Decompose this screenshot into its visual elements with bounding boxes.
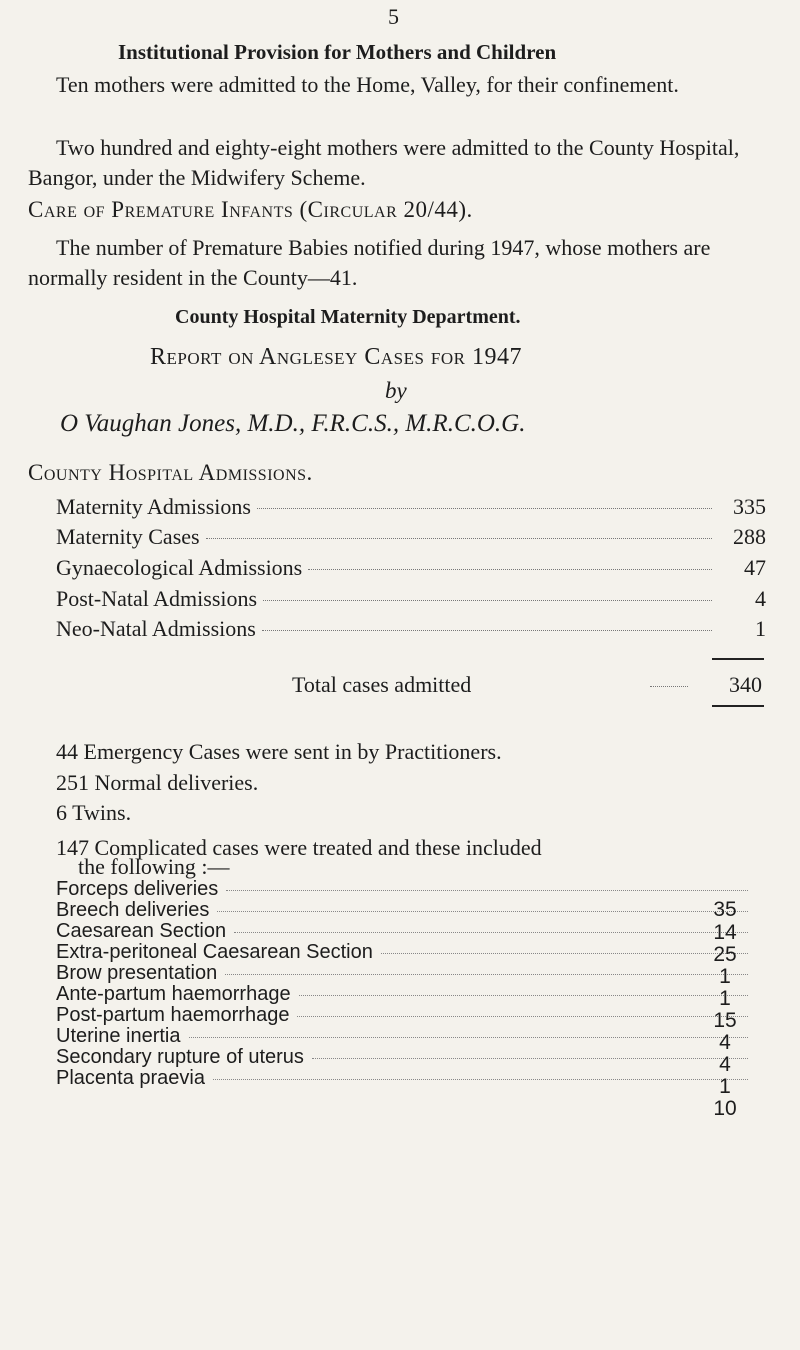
complication-label: Breech deliveries (56, 899, 210, 921)
section-heading-premature: Care of Premature Infants (Circular 20/44). (28, 197, 473, 222)
admission-label: Post-Natal Admissions (56, 586, 258, 611)
leader-dots (381, 953, 748, 954)
paragraph-premature-babies: The number of Premature Babies notified during 1947, whose mothers are normally resident in the County—41. (28, 235, 711, 290)
admission-value: 4 (755, 586, 766, 611)
complication-value: 14 (713, 921, 737, 944)
total-rule-top (712, 658, 764, 660)
complication-label: Extra-peritoneal Caesarean Section (56, 941, 373, 963)
complicated-cases-line-cont: the following :— (78, 854, 230, 879)
leader-dots (263, 600, 712, 601)
complication-label: Uterine inertia (56, 1025, 181, 1047)
report-title: Report on Anglesey Cases for 1947 (150, 344, 522, 370)
complication-label: Placenta praevia (56, 1067, 205, 1089)
report-author: O Vaughan Jones, M.D., F.R.C.S., M.R.C.O.G. (60, 410, 526, 437)
leader-dots (257, 508, 712, 509)
complication-label: Brow presentation (56, 962, 218, 984)
complication-value: 4 (719, 1031, 731, 1054)
admission-row (56, 555, 766, 585)
admission-value: 1 (755, 616, 766, 641)
admissions-heading: County Hospital Admissions. (28, 460, 313, 485)
complication-value: 1 (719, 965, 731, 988)
leader-dots (189, 1037, 748, 1038)
complication-value: 1 (719, 987, 731, 1010)
complication-value: 25 (713, 943, 737, 966)
complication-label: Secondary rupture of uterus (56, 1046, 304, 1068)
admission-value: 47 (744, 555, 766, 580)
complication-value: 10 (713, 1097, 737, 1120)
admission-row (56, 616, 766, 646)
total-rule-bottom (712, 705, 764, 707)
admission-label: Neo-Natal Admissions (56, 616, 256, 641)
complication-value: 4 (719, 1053, 731, 1076)
admission-value: 288 (733, 524, 766, 549)
admission-row (56, 586, 766, 616)
leader-dots (308, 569, 712, 570)
leader-dots (312, 1058, 748, 1059)
emergency-cases-line: 44 Emergency Cases were sent in by Practitioners. (56, 739, 502, 764)
complication-value: 35 (713, 898, 737, 921)
leader-dots (650, 686, 688, 687)
leader-dots (299, 995, 748, 996)
total-label: Total cases admitted (292, 672, 472, 697)
admission-row (56, 494, 766, 524)
complicated-cases-line: 147 Complicated cases were treated and these included (56, 835, 542, 860)
dept-title: County Hospital Maternity Department. (175, 306, 521, 328)
report-by: by (385, 378, 407, 403)
admission-label: Maternity Cases (56, 524, 200, 549)
leader-dots (217, 911, 748, 912)
admission-label: Maternity Admissions (56, 494, 251, 519)
complication-row (56, 1067, 756, 1091)
leader-dots (234, 932, 748, 933)
leader-dots (206, 538, 712, 539)
complication-label: Ante-partum haemorrhage (56, 983, 291, 1005)
leader-dots (225, 974, 748, 975)
complication-label: Post-partum haemorrhage (56, 1004, 290, 1026)
twins-line: 6 Twins. (56, 800, 132, 825)
complication-label: Caesarean Section (56, 920, 227, 942)
admission-label: Gynaecological Admissions (56, 555, 303, 580)
paragraph-home-valley: Ten mothers were admitted to the Home, Valley, for their confinement. (56, 72, 679, 97)
complication-value: 1 (719, 1075, 731, 1098)
section-heading-institutional: Institutional Provision for Mothers and Children (118, 40, 557, 64)
complication-value: 15 (713, 1009, 737, 1032)
paragraph-county-hospital: Two hundred and eighty-eight mothers were admitted to the County Hospital, Bangor, under the Midwifery Scheme. (28, 135, 740, 190)
admission-value: 335 (733, 494, 766, 519)
complication-label: Forceps deliveries (56, 878, 219, 900)
leader-dots (226, 890, 748, 891)
leader-dots (262, 630, 712, 631)
page-number: 5 (388, 4, 399, 29)
normal-deliveries-line: 251 Normal deliveries. (56, 770, 259, 795)
leader-dots (297, 1016, 748, 1017)
total-value: 340 (729, 672, 762, 697)
admission-row (56, 524, 766, 554)
leader-dots (213, 1079, 748, 1080)
